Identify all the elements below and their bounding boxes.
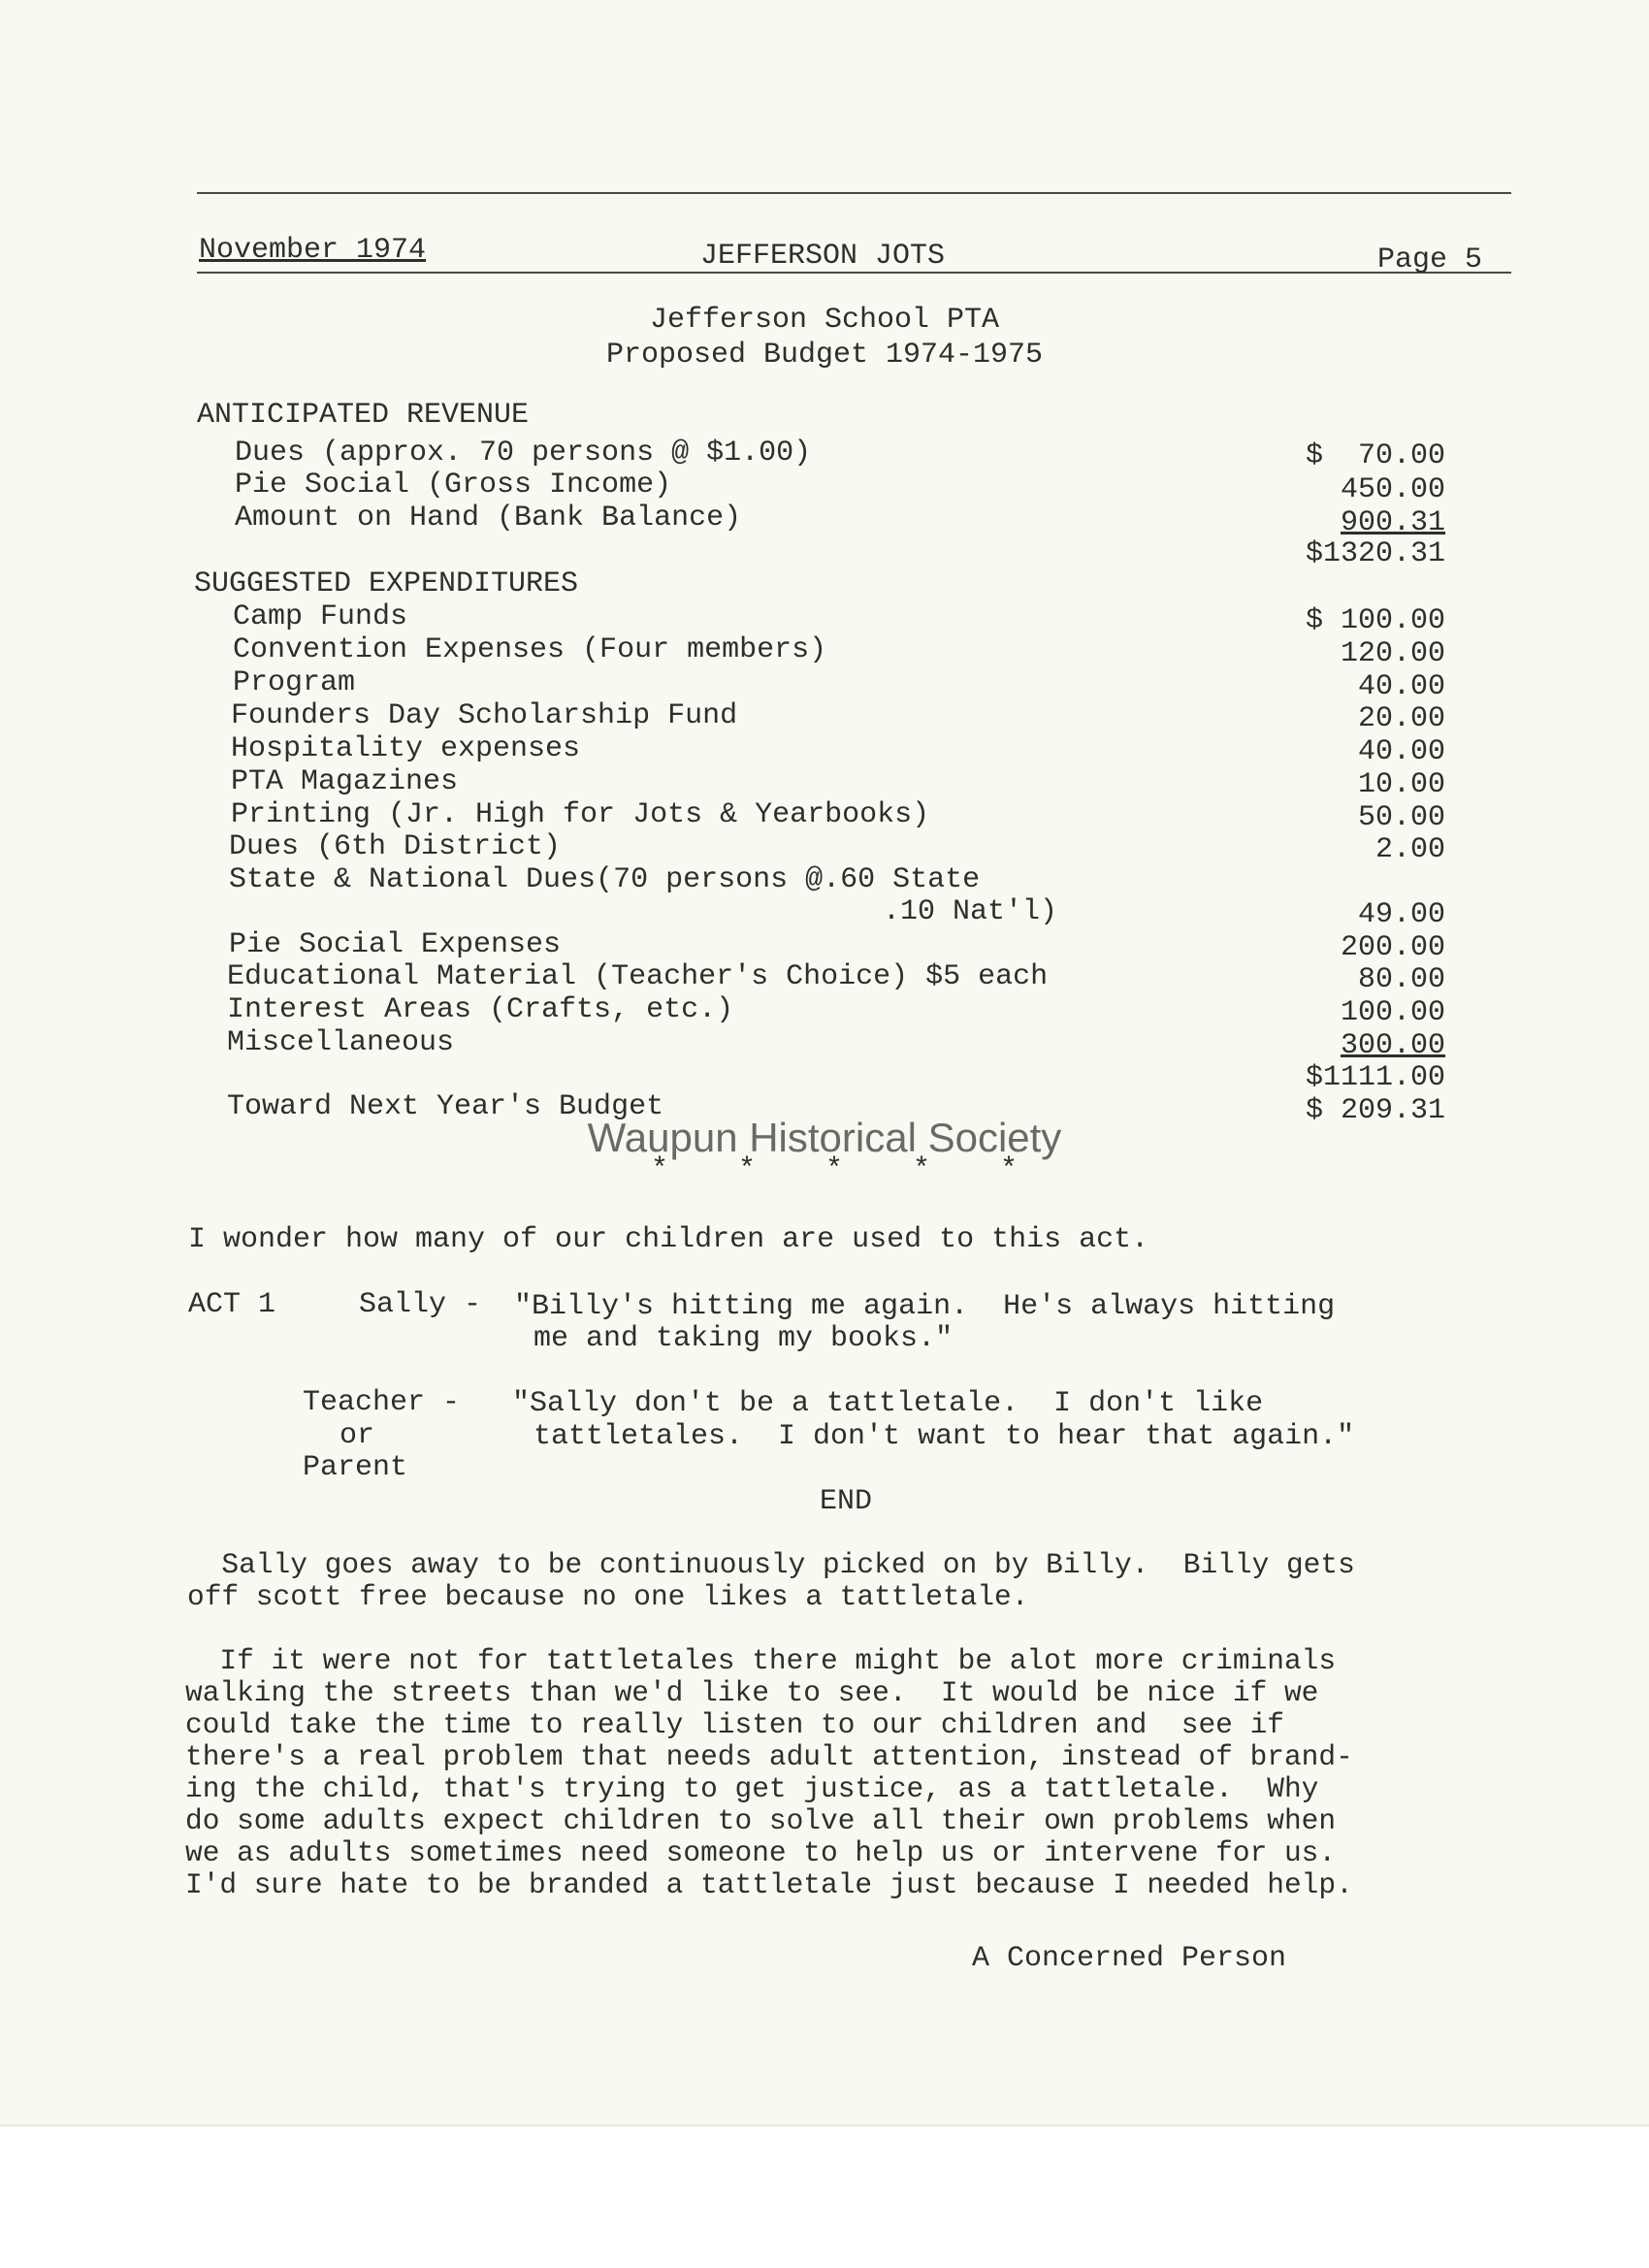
expense-label: .10 Nat'l) — [883, 895, 1058, 928]
expense-label: Printing (Jr. High for Jots & Yearbooks) — [231, 798, 930, 831]
act-end: END — [820, 1485, 873, 1518]
expense-label: Educational Material (Teacher's Choice) $5 each — [227, 960, 1049, 993]
revenue-label: Pie Social (Gross Income) — [235, 469, 672, 502]
expense-label: PTA Magazines — [231, 765, 459, 798]
paragraph-line: Sally goes away to be continuously picked on by Billy. Billy gets — [187, 1548, 1355, 1581]
paragraph-line: could take the time to really listen to our children and see if — [185, 1708, 1284, 1741]
top-rule — [197, 192, 1511, 194]
paragraph-line: do some adults expect children to solve all their own problems when — [185, 1804, 1337, 1837]
expense-amount: 300.00 — [1340, 1029, 1445, 1062]
expense-amount: 49.00 — [1357, 898, 1445, 931]
act-line: "Sally don't be a tattletale. I don't like — [512, 1387, 1264, 1420]
expense-amount: 50.00 — [1357, 801, 1445, 834]
act-line: "Billy's hitting me again. He's always hitting — [514, 1290, 1336, 1323]
expense-amount: 40.00 — [1357, 735, 1445, 768]
revenue-heading: ANTICIPATED REVENUE — [197, 399, 530, 432]
expense-amount: 100.00 — [1340, 996, 1445, 1029]
act-line: me and taking my books." — [534, 1322, 954, 1355]
expenditures-total: $1111.00 — [1305, 1061, 1445, 1094]
paragraph-line: off scott free because no one likes a tattletale. — [187, 1580, 1029, 1613]
intro-text: I wonder how many of our children are used to this act. — [188, 1223, 1149, 1256]
expense-label: Camp Funds — [233, 600, 408, 633]
expense-label: Founders Day Scholarship Fund — [231, 699, 738, 732]
expense-amount: 2.00 — [1374, 833, 1445, 866]
act-speaker: or — [340, 1419, 375, 1452]
expenditures-heading: SUGGESTED EXPENDITURES — [194, 567, 579, 600]
signature: A Concerned Person — [972, 1942, 1287, 1975]
expense-label: Convention Expenses (Four members) — [233, 633, 827, 666]
revenue-amount: 900.31 — [1340, 506, 1445, 539]
revenue-amount: $ 70.00 — [1305, 439, 1445, 472]
revenue-amount: 450.00 — [1340, 473, 1445, 506]
expense-label: Program — [233, 666, 356, 699]
title-line-1: Jefferson School PTA — [649, 304, 1000, 337]
header-date: November 1974 — [199, 234, 427, 267]
expense-amount: 80.00 — [1357, 963, 1445, 996]
header-publication: JEFFERSON JOTS — [700, 240, 946, 273]
paragraph-line: walking the streets than we'd like to see. It would be nice if we — [185, 1676, 1319, 1709]
act-label: ACT 1 — [188, 1288, 276, 1321]
expense-label: Dues (6th District) — [229, 830, 562, 863]
revenue-label: Amount on Hand (Bank Balance) — [235, 502, 742, 535]
paragraph-line: ing the child, that's trying to get justice, as a tattletale. Why — [185, 1772, 1319, 1805]
paragraph-line: I'd sure hate to be branded a tattletale just because I needed help. — [185, 1868, 1353, 1901]
act-speaker: Sally - — [359, 1288, 482, 1321]
paragraph-line: we as adults sometimes need someone to help us or intervene for us. — [185, 1836, 1337, 1869]
expense-label: Interest Areas (Crafts, etc.) — [227, 993, 734, 1026]
revenue-label: Dues (approx. 70 persons @ $1.00) — [235, 437, 812, 470]
paragraph-line: If it were not for tattletales there might be alot more criminals — [185, 1644, 1337, 1677]
revenue-total: $1320.31 — [1305, 537, 1445, 570]
expense-amount: 200.00 — [1340, 931, 1445, 964]
paragraph-line: there's a real problem that needs adult attention, instead of brand- — [185, 1740, 1353, 1773]
expense-label: Miscellaneous — [227, 1026, 455, 1059]
header-page: Page 5 — [1377, 243, 1483, 276]
next-year-label: Toward Next Year's Budget — [227, 1090, 664, 1123]
watermark: Waupun Historical Society — [587, 1115, 1062, 1160]
asterisk-separator: * * * * * — [650, 1153, 1018, 1186]
expense-amount: 20.00 — [1357, 702, 1445, 735]
next-year-amount: $ 209.31 — [1305, 1094, 1445, 1127]
act-line: tattletales. I don't want to hear that again." — [534, 1420, 1355, 1453]
expense-amount: $ 100.00 — [1305, 604, 1445, 637]
expense-label: Pie Social Expenses — [229, 928, 562, 961]
act-speaker: Teacher - — [303, 1386, 461, 1419]
expense-amount: 120.00 — [1340, 637, 1445, 670]
expense-amount: 10.00 — [1357, 768, 1445, 801]
act-speaker: Parent — [303, 1451, 408, 1484]
expense-label: State & National Dues(70 persons @.60 State — [229, 863, 981, 896]
title-line-2: Proposed Budget 1974-1975 — [605, 339, 1044, 372]
expense-amount: 40.00 — [1357, 670, 1445, 703]
expense-label: Hospitality expenses — [231, 732, 581, 765]
